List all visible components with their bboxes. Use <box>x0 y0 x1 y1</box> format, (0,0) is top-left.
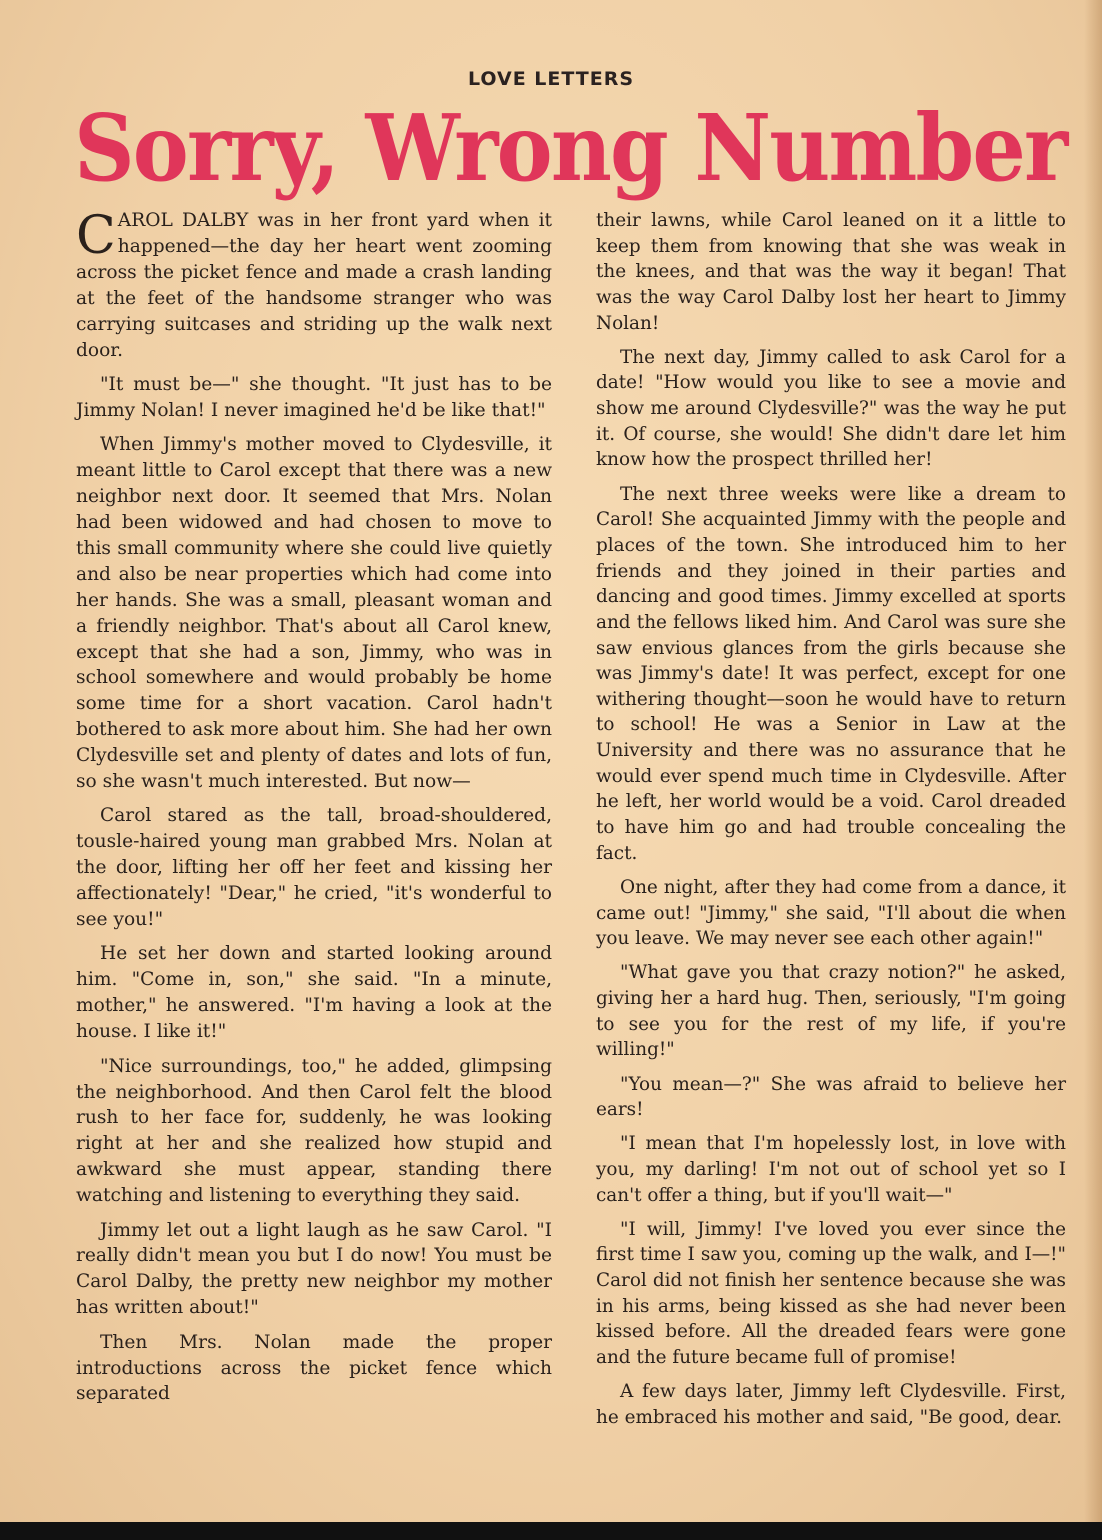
paragraph: The next day, Jimmy called to ask Carol for a date! "How would you like to see a movie and show me around Clydesville?" was the way he put it. Of course, she would! She didn't dare let him know how the prospect thrilled her! <box>596 346 1066 471</box>
right-column <box>596 208 1066 1439</box>
paragraph: CAROL DALBY was in her front yard when it happened—the day her heart went zooming across the picket fence and made a crash landing at the feet of the handsome stranger who was carrying suitcases and striding up the walk next door. <box>76 206 552 361</box>
paragraph: Carol stared as the tall, broad-shouldered, tousle-haired young man grabbed Mrs. Nolan at the door, lifting her off her feet and kissing her affectionately! "Dear," he cried, "it's wonderful to see you!" <box>76 805 552 931</box>
running-head: LOVE LETTERS <box>467 68 635 90</box>
paragraph-continued: their lawns, while Carol leaned on it a little to keep them from knowing that she was weak in the knees, and that was the way it began! That was the way Carol Dalby lost her heart to Jimmy Nolan! <box>596 210 1066 334</box>
page-edge <box>1084 0 1102 1522</box>
left-column <box>76 208 552 1416</box>
paragraph: "I mean that I'm hopelessly lost, in love with you, my darling! I'm not out of school yet so I can't offer a thing, but if you'll wait—" <box>596 1133 1066 1206</box>
paragraph: A few days later, Jimmy left Clydesville. First, he embraced his mother and said, "Be good, dear. <box>596 1381 1066 1428</box>
paragraph: "It must be—" she thought. "It just has to be Jimmy Nolan! I never imagined he'd be like that!" <box>76 373 552 421</box>
paragraph: "I will, Jimmy! I've loved you ever since the first time I saw you, coming up the walk, and I—!" Carol did not finish her sentence because she was in his arms, being kissed as she had never been kissed before. All the dreaded fears were gone and the future became full of promise! <box>596 1218 1066 1369</box>
paragraph: "You mean—?" She was afraid to believe her ears! <box>596 1073 1066 1121</box>
paragraph: When Jimmy's mother moved to Clydesville, it meant little to Carol except that there was a new neighbor next door. It seemed that Mrs. Nolan had been widowed and had chosen to move to this small community where she could live quietly and also be near properties which had come into her hands. She was a small, pleasant woman and a friendly neighbor. That's about all Carol knew, except that she had a son, Jimmy, who was in school somewhere and would probably be home some time for a short vacation. Carol hadn't bothered to ask more about him. She had her own Clydesville set and plenty of dates and lots of fun, so she wasn't much interested. But now— <box>76 434 552 793</box>
paragraph: He set her down and started looking around him. "Come in, son," she said. "In a minute, mother," he answered. "I'm having a look at the house. I like it!" <box>76 943 552 1043</box>
paragraph: Then Mrs. Nolan made the proper introductions across the picket fence which separated <box>76 1331 552 1405</box>
scan-border <box>0 1522 1102 1540</box>
paragraph: Jimmy let out a light laugh as he saw Carol. "I really didn't mean you but I do now! You must be Carol Dalby, the pretty new neighbor my mother has written about!" <box>76 1219 552 1319</box>
paragraph: "What gave you that crazy notion?" he asked, giving her a hard hug. Then, seriously, "I'm going to see you for the rest of my life, if you're willing!" <box>596 962 1066 1061</box>
story-title: Sorry, Wrong Number <box>74 94 1067 202</box>
paragraph: "Nice surroundings, too," he added, glimpsing the neighborhood. And then Carol felt the blood rush to her face for, suddenly, he was looking right at her and she realized how stupid and awkward she must appear, standing there watching and listening to everything they said. <box>76 1055 552 1207</box>
paragraph: One night, after they had come from a dance, it came out! "Jimmy," she said, "I'll about die when you leave. We may never see each other again!" <box>596 876 1066 950</box>
paragraph: The next three weeks were like a dream to Carol! She acquainted Jimmy with the people and places of the town. She introduced him to her friends and they joined in their parties and dancing and good times. Jimmy excelled at sports and the fellows liked him. And Carol was sure she saw envious glances from the girls because she was Jimmy's date! It was perfect, except for one withering thought—soon he would have to return to school! He was a Senior in Law at the University and there was no assurance that he would ever spend much time in Clydesville. After he left, her world would be a void. Carol dreaded to have him go and had trouble concealing the fact. <box>596 483 1066 864</box>
drop-cap: C <box>76 206 116 266</box>
